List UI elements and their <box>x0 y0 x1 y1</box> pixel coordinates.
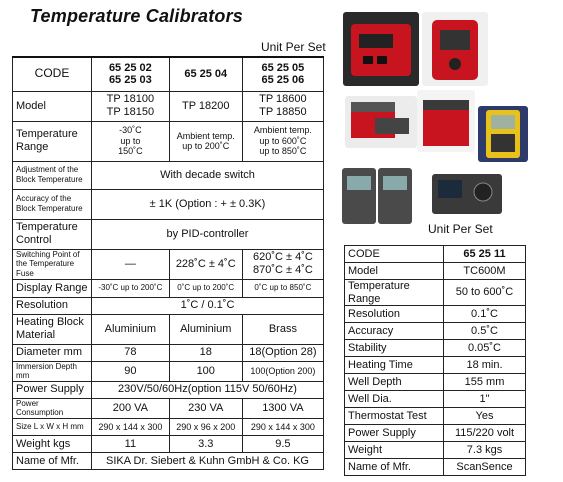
cell: 0˚C up to 850˚C <box>242 279 323 297</box>
row-label: CODE <box>345 246 444 263</box>
code-label: CODE <box>13 57 92 91</box>
cell: TP 18600 TP 18850 <box>242 91 323 121</box>
cell: 1300 VA <box>242 398 323 418</box>
table-row <box>345 357 526 374</box>
table-row <box>345 425 526 442</box>
table-row-code <box>13 57 324 91</box>
row-label: Switching Point of the Temperature Fuse <box>13 249 92 279</box>
cell: 18 min. <box>444 357 526 374</box>
table-row-manufacturer <box>13 452 324 469</box>
cell: — <box>92 249 170 279</box>
cell: 200 VA <box>92 398 170 418</box>
cell: -30˚C up to 200˚C <box>92 279 170 297</box>
row-label: Immersion Depth mm <box>13 361 92 381</box>
row-label: Power Consumption <box>13 398 92 418</box>
calibrator-photo-red-2 <box>422 12 488 86</box>
code-cell-2: 65 25 04 <box>169 57 242 91</box>
page-title: Temperature Calibrators <box>30 6 243 26</box>
row-label: Accuracy of the Block Temperature <box>13 189 92 219</box>
row-label: Power Supply <box>13 381 92 398</box>
calibrators-spec-table <box>12 56 324 470</box>
row-label: Temperature Range <box>13 121 92 161</box>
unit-per-set-label-right: Unit Per Set <box>428 222 493 236</box>
cell: Yes <box>444 408 526 425</box>
row-label: Accuracy <box>345 323 444 340</box>
row-label: Thermostat Test <box>345 408 444 425</box>
cell: 78 <box>92 344 170 361</box>
table-row-power-supply <box>13 381 324 398</box>
table-row <box>345 391 526 408</box>
row-label: Resolution <box>13 297 92 314</box>
calibrator-photo-red-4 <box>417 90 475 152</box>
row-label: Display Range <box>13 279 92 297</box>
row-label: Heating Time <box>345 357 444 374</box>
cell: 1" <box>444 391 526 408</box>
row-label: Diameter mm <box>13 344 92 361</box>
cell: by PID-controller <box>92 219 324 249</box>
cell: With decade switch <box>92 161 324 189</box>
table-row <box>345 323 526 340</box>
cell: 9.5 <box>242 435 323 452</box>
table-row-size <box>13 418 324 435</box>
table-row-material <box>13 314 324 344</box>
table-row-switching-point <box>13 249 324 279</box>
cell: TP 18100 TP 18150 <box>92 91 170 121</box>
cell: 18 <box>169 344 242 361</box>
cell: Brass <box>242 314 323 344</box>
cell: Aluminium <box>169 314 242 344</box>
cell: 290 x 144 x 300 <box>242 418 323 435</box>
calibrator-photo-red-3 <box>345 96 417 148</box>
table-row <box>345 246 526 263</box>
table-row <box>345 263 526 280</box>
table-row-model <box>13 91 324 121</box>
calibrator-photo-tc600m <box>428 168 506 218</box>
table-row <box>345 374 526 391</box>
row-label: Model <box>13 91 92 121</box>
cell: 230 VA <box>169 398 242 418</box>
row-label: Weight <box>345 442 444 459</box>
calibrator-photo-red-1 <box>343 12 419 86</box>
cell: Aluminium <box>92 314 170 344</box>
row-label: Temperature Control <box>13 219 92 249</box>
table-row-accuracy <box>13 189 324 219</box>
table-row-immersion-depth <box>13 361 324 381</box>
cell: 290 x 144 x 300 <box>92 418 170 435</box>
cell: 0˚C up to 200˚C <box>169 279 242 297</box>
row-label: Name of Mfr. <box>13 452 92 469</box>
row-label: Well Depth <box>345 374 444 391</box>
cell: 115/220 volt <box>444 425 526 442</box>
code-cell-3: 65 25 05 65 25 06 <box>242 57 323 91</box>
table-row <box>345 459 526 476</box>
cell: 620˚C ± 4˚C 870˚C ± 4˚C <box>242 249 323 279</box>
cell: ScanSence <box>444 459 526 476</box>
cell: TP 18200 <box>169 91 242 121</box>
cell: 11 <box>92 435 170 452</box>
cell: 0.1˚C <box>444 306 526 323</box>
cell: Ambient temp. up to 600˚C up to 850˚C <box>242 121 323 161</box>
cell: ± 1K (Option : + ± 0.3K) <box>92 189 324 219</box>
table-row-power-consumption <box>13 398 324 418</box>
unit-per-set-label-left: Unit Per Set <box>261 40 326 54</box>
table-row-display-range <box>13 279 324 297</box>
table-row <box>345 408 526 425</box>
cell: -30˚C up to 150˚C <box>92 121 170 161</box>
row-label: Stability <box>345 340 444 357</box>
cell: 0.05˚C <box>444 340 526 357</box>
cell: SIKA Dr. Siebert & Kuhn GmbH & Co. KG <box>92 452 324 469</box>
table-row <box>345 340 526 357</box>
table-row-adjustment <box>13 161 324 189</box>
code-cell-1: 65 25 02 65 25 03 <box>92 57 170 91</box>
row-label: Weight kgs <box>13 435 92 452</box>
table-row-control <box>13 219 324 249</box>
row-label: Well Dia. <box>345 391 444 408</box>
table-row-diameter <box>13 344 324 361</box>
cell: 230V/50/60Hz(option 115V 50/60Hz) <box>92 381 324 398</box>
table-row <box>345 442 526 459</box>
row-label: Temperature Range <box>345 280 444 306</box>
table-row-temperature-range <box>13 121 324 161</box>
cell: 100 <box>169 361 242 381</box>
cell: 100(Option 200) <box>242 361 323 381</box>
row-label: Heating Block Material <box>13 314 92 344</box>
table-row <box>345 280 526 306</box>
cell: 90 <box>92 361 170 381</box>
cell: Ambient temp. up to 200˚C <box>169 121 242 161</box>
table-row <box>345 306 526 323</box>
calibrator-photo-yellow <box>478 106 528 162</box>
cell: 228˚C ± 4˚C <box>169 249 242 279</box>
tc600m-spec-table <box>344 245 526 476</box>
row-label: Size L x W x H mm <box>13 418 92 435</box>
cell: TC600M <box>444 263 526 280</box>
cell: 0.5˚C <box>444 323 526 340</box>
cell: 290 x 96 x 200 <box>169 418 242 435</box>
cell: 50 to 600˚C <box>444 280 526 306</box>
table-row-weight <box>13 435 324 452</box>
calibrator-photo-grey-pair <box>338 160 416 228</box>
cell: 7.3 kgs <box>444 442 526 459</box>
cell: 18(Option 28) <box>242 344 323 361</box>
cell: 155 mm <box>444 374 526 391</box>
row-label: Adjustment of the Block Temperature <box>13 161 92 189</box>
row-label: Resolution <box>345 306 444 323</box>
cell: 1˚C / 0.1˚C <box>92 297 324 314</box>
cell: 65 25 11 <box>444 246 526 263</box>
table-row-resolution <box>13 297 324 314</box>
row-label: Power Supply <box>345 425 444 442</box>
cell: 3.3 <box>169 435 242 452</box>
row-label: Model <box>345 263 444 280</box>
row-label: Name of Mfr. <box>345 459 444 476</box>
